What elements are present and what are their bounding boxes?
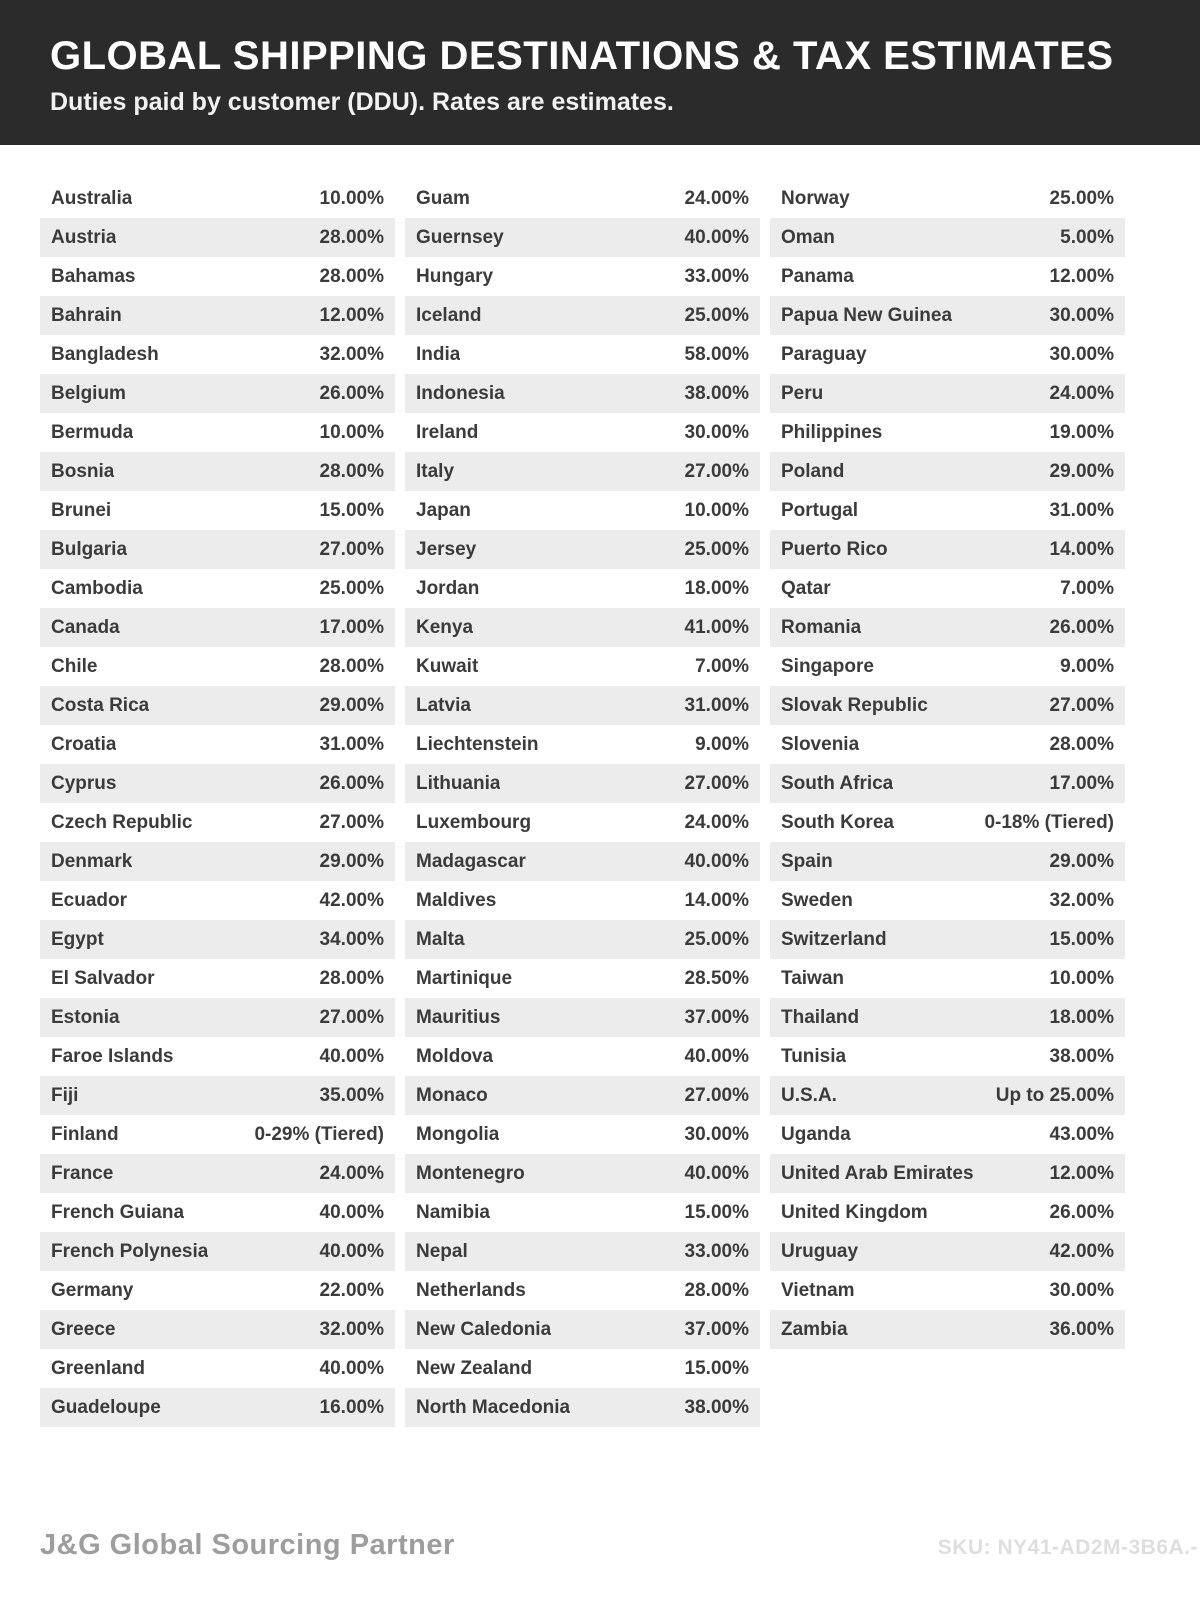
- rate-value: 10.00%: [319, 421, 384, 443]
- table-row: [40, 1193, 395, 1232]
- table-row: [405, 335, 760, 374]
- table-row: [40, 1115, 395, 1154]
- table-row: [770, 764, 1125, 803]
- rate-value: 27.00%: [684, 772, 749, 794]
- rate-value: 28.00%: [684, 1279, 749, 1301]
- rate-value: 31.00%: [684, 694, 749, 716]
- country-label: Chile: [51, 655, 98, 677]
- rate-value: 28.00%: [1049, 733, 1114, 755]
- rate-value: 32.00%: [319, 343, 384, 365]
- rate-value: 26.00%: [1049, 1201, 1114, 1223]
- rate-value: 7.00%: [695, 655, 749, 677]
- table-row: [40, 296, 395, 335]
- country-label: Mongolia: [416, 1123, 500, 1145]
- rate-value: 27.00%: [319, 538, 384, 560]
- country-label: Jordan: [416, 577, 480, 599]
- rate-value: 22.00%: [319, 1279, 384, 1301]
- table-row: [405, 959, 760, 998]
- rate-value: 14.00%: [1049, 538, 1114, 560]
- page-subtitle: Duties paid by customer (DDU). Rates are estimates.: [50, 88, 674, 116]
- country-label: Switzerland: [781, 928, 887, 950]
- country-label: Italy: [416, 460, 455, 482]
- country-label: Guam: [416, 187, 470, 209]
- rate-value: 31.00%: [1049, 499, 1114, 521]
- rate-value: 28.00%: [319, 967, 384, 989]
- table-column-3: [770, 179, 1125, 1349]
- rate-value: 28.00%: [319, 226, 384, 248]
- country-label: Japan: [416, 499, 471, 521]
- country-label: Costa Rica: [51, 694, 150, 716]
- rate-value: 30.00%: [1049, 1279, 1114, 1301]
- rate-value: 28.50%: [684, 967, 749, 989]
- tax-rate-table: [0, 145, 1200, 1427]
- rate-value: 43.00%: [1049, 1123, 1114, 1145]
- table-row: [770, 257, 1125, 296]
- table-row: [40, 491, 395, 530]
- rate-value: 58.00%: [684, 343, 749, 365]
- table-row: [405, 1037, 760, 1076]
- country-label: Bahamas: [51, 265, 136, 287]
- rate-value: Up to 25.00%: [995, 1084, 1114, 1106]
- rate-value: 15.00%: [684, 1201, 749, 1223]
- country-label: Papua New Guinea: [781, 304, 953, 326]
- rate-value: 25.00%: [684, 304, 749, 326]
- rate-value: 30.00%: [1049, 304, 1114, 326]
- table-row: [405, 1232, 760, 1271]
- rate-value: 10.00%: [1049, 967, 1114, 989]
- table-row: [405, 569, 760, 608]
- rate-value: 31.00%: [319, 733, 384, 755]
- table-row: [405, 1115, 760, 1154]
- rate-value: 17.00%: [319, 616, 384, 638]
- table-row: [40, 374, 395, 413]
- country-label: Poland: [781, 460, 845, 482]
- table-row: [405, 920, 760, 959]
- table-row: [770, 1271, 1125, 1310]
- rate-value: 26.00%: [1049, 616, 1114, 638]
- country-label: Cyprus: [51, 772, 117, 794]
- rate-value: 40.00%: [319, 1240, 384, 1262]
- rate-value: 29.00%: [319, 850, 384, 872]
- rate-value: 41.00%: [684, 616, 749, 638]
- table-row: [405, 686, 760, 725]
- rate-value: 28.00%: [319, 460, 384, 482]
- table-row: [770, 842, 1125, 881]
- table-row: [40, 1037, 395, 1076]
- rate-value: 38.00%: [1049, 1045, 1114, 1067]
- table-row: [40, 842, 395, 881]
- country-label: Latvia: [416, 694, 471, 716]
- rate-value: 29.00%: [1049, 460, 1114, 482]
- page-header: [0, 0, 1200, 145]
- table-row: [770, 1232, 1125, 1271]
- rate-value: 32.00%: [319, 1318, 384, 1340]
- rate-value: 10.00%: [684, 499, 749, 521]
- country-label: Fiji: [51, 1084, 79, 1106]
- table-row: [405, 1271, 760, 1310]
- country-label: Paraguay: [781, 343, 867, 365]
- country-label: France: [51, 1162, 114, 1184]
- rate-value: 12.00%: [1049, 1162, 1114, 1184]
- brand-name: J&G Global Sourcing Partner: [40, 1529, 455, 1561]
- rate-value: 18.00%: [1049, 1006, 1114, 1028]
- table-row: [770, 374, 1125, 413]
- table-row: [405, 530, 760, 569]
- country-label: Uganda: [781, 1123, 851, 1145]
- country-label: Madagascar: [416, 850, 526, 872]
- rate-value: 25.00%: [684, 538, 749, 560]
- country-label: Tunisia: [781, 1045, 847, 1067]
- country-label: Ecuador: [51, 889, 128, 911]
- country-label: New Caledonia: [416, 1318, 552, 1340]
- table-row: [40, 1349, 395, 1388]
- country-label: Montenegro: [416, 1162, 525, 1184]
- table-row: [40, 647, 395, 686]
- country-label: Liechtenstein: [416, 733, 539, 755]
- country-label: Malta: [416, 928, 465, 950]
- country-label: India: [416, 343, 461, 365]
- rate-value: 27.00%: [319, 811, 384, 833]
- rate-value: 19.00%: [1049, 421, 1114, 443]
- rate-value: 40.00%: [684, 226, 749, 248]
- table-row: [40, 764, 395, 803]
- table-row: [40, 179, 395, 218]
- country-label: Spain: [781, 850, 833, 872]
- rate-value: 7.00%: [1060, 577, 1114, 599]
- table-row: [40, 218, 395, 257]
- table-column-2: [405, 179, 760, 1427]
- country-label: Oman: [781, 226, 835, 248]
- table-row: [405, 491, 760, 530]
- rate-value: 34.00%: [319, 928, 384, 950]
- country-label: U.S.A.: [781, 1084, 837, 1106]
- country-label: Iceland: [416, 304, 482, 326]
- table-row: [405, 1193, 760, 1232]
- table-row: [405, 647, 760, 686]
- country-label: Bulgaria: [51, 538, 128, 560]
- country-label: Guernsey: [416, 226, 504, 248]
- table-row: [405, 179, 760, 218]
- rate-value: 35.00%: [319, 1084, 384, 1106]
- table-row: [40, 1271, 395, 1310]
- table-row: [40, 530, 395, 569]
- country-label: Panama: [781, 265, 854, 287]
- rate-value: 16.00%: [319, 1396, 384, 1418]
- country-label: Lithuania: [416, 772, 501, 794]
- rate-value: 25.00%: [319, 577, 384, 599]
- country-label: Uruguay: [781, 1240, 859, 1262]
- table-row: [405, 725, 760, 764]
- rate-value: 28.00%: [319, 265, 384, 287]
- table-row: [770, 296, 1125, 335]
- table-row: [770, 1310, 1125, 1349]
- rate-value: 27.00%: [684, 460, 749, 482]
- country-label: Philippines: [781, 421, 883, 443]
- table-row: [770, 998, 1125, 1037]
- table-row: [40, 257, 395, 296]
- country-label: Czech Republic: [51, 811, 193, 833]
- table-row: [405, 998, 760, 1037]
- country-label: Ireland: [416, 421, 479, 443]
- table-row: [770, 569, 1125, 608]
- rate-value: 27.00%: [319, 1006, 384, 1028]
- country-label: Taiwan: [781, 967, 844, 989]
- country-label: Netherlands: [416, 1279, 526, 1301]
- country-label: Austria: [51, 226, 117, 248]
- table-row: [770, 686, 1125, 725]
- table-row: [770, 452, 1125, 491]
- rate-value: 40.00%: [684, 850, 749, 872]
- page-title: GLOBAL SHIPPING DESTINATIONS & TAX ESTIMATES: [50, 34, 1114, 78]
- country-label: Greece: [51, 1318, 116, 1340]
- country-label: Romania: [781, 616, 862, 638]
- table-row: [770, 1154, 1125, 1193]
- rate-value: 24.00%: [684, 811, 749, 833]
- rate-value: 30.00%: [684, 421, 749, 443]
- table-row: [405, 374, 760, 413]
- table-row: [405, 764, 760, 803]
- country-label: Luxembourg: [416, 811, 532, 833]
- table-row: [40, 569, 395, 608]
- rate-value: 40.00%: [684, 1045, 749, 1067]
- rate-value: 30.00%: [1049, 343, 1114, 365]
- rate-value: 0-29% (Tiered): [254, 1123, 384, 1145]
- table-row: [770, 881, 1125, 920]
- table-row: [770, 608, 1125, 647]
- country-label: Faroe Islands: [51, 1045, 174, 1067]
- country-label: Bermuda: [51, 421, 134, 443]
- table-row: [770, 725, 1125, 764]
- table-row: [770, 530, 1125, 569]
- rate-value: 38.00%: [684, 1396, 749, 1418]
- table-row: [770, 803, 1125, 842]
- country-label: Croatia: [51, 733, 117, 755]
- rate-value: 15.00%: [1049, 928, 1114, 950]
- country-label: United Arab Emirates: [781, 1162, 974, 1184]
- country-label: Greenland: [51, 1357, 145, 1379]
- country-label: United Kingdom: [781, 1201, 928, 1223]
- table-row: [405, 413, 760, 452]
- rate-value: 26.00%: [319, 772, 384, 794]
- table-row: [405, 257, 760, 296]
- table-row: [405, 296, 760, 335]
- country-label: Indonesia: [416, 382, 505, 404]
- table-row: [405, 1154, 760, 1193]
- country-label: Cambodia: [51, 577, 143, 599]
- table-row: [770, 1193, 1125, 1232]
- country-label: Australia: [51, 187, 133, 209]
- country-label: New Zealand: [416, 1357, 533, 1379]
- rate-value: 24.00%: [684, 187, 749, 209]
- country-label: Germany: [51, 1279, 134, 1301]
- country-label: El Salvador: [51, 967, 155, 989]
- table-column-1: [40, 179, 395, 1427]
- table-row: [40, 920, 395, 959]
- rate-value: 5.00%: [1060, 226, 1114, 248]
- table-row: [770, 335, 1125, 374]
- rate-value: 40.00%: [319, 1201, 384, 1223]
- table-row: [405, 452, 760, 491]
- country-label: South Africa: [781, 772, 894, 794]
- country-label: Slovak Republic: [781, 694, 928, 716]
- country-label: North Macedonia: [416, 1396, 571, 1418]
- country-label: Peru: [781, 382, 824, 404]
- rate-value: 12.00%: [319, 304, 384, 326]
- country-label: Moldova: [416, 1045, 494, 1067]
- rate-value: 14.00%: [684, 889, 749, 911]
- country-label: Denmark: [51, 850, 133, 872]
- table-row: [405, 1388, 760, 1427]
- table-row: [770, 491, 1125, 530]
- rate-value: 28.00%: [319, 655, 384, 677]
- rate-value: 38.00%: [684, 382, 749, 404]
- country-label: Belgium: [51, 382, 126, 404]
- country-label: Maldives: [416, 889, 497, 911]
- rate-value: 27.00%: [684, 1084, 749, 1106]
- country-label: Norway: [781, 187, 850, 209]
- rate-value: 12.00%: [1049, 265, 1114, 287]
- table-row: [40, 1310, 395, 1349]
- country-label: Nepal: [416, 1240, 468, 1262]
- rate-value: 42.00%: [319, 889, 384, 911]
- country-label: French Polynesia: [51, 1240, 209, 1262]
- rate-value: 27.00%: [1049, 694, 1114, 716]
- table-row: [770, 920, 1125, 959]
- table-row: [770, 959, 1125, 998]
- rate-value: 33.00%: [684, 1240, 749, 1262]
- sku-label: SKU: NY41-AD2M-3B6A.-: [937, 1536, 1198, 1559]
- rate-value: 36.00%: [1049, 1318, 1114, 1340]
- rate-value: 24.00%: [1049, 382, 1114, 404]
- country-label: Guadeloupe: [51, 1396, 161, 1418]
- rate-value: 25.00%: [684, 928, 749, 950]
- rate-value: 15.00%: [684, 1357, 749, 1379]
- country-label: French Guiana: [51, 1201, 185, 1223]
- country-label: Bosnia: [51, 460, 115, 482]
- table-row: [770, 1037, 1125, 1076]
- rate-value: 30.00%: [684, 1123, 749, 1145]
- country-label: Singapore: [781, 655, 874, 677]
- rate-value: 25.00%: [1049, 187, 1114, 209]
- table-row: [770, 1115, 1125, 1154]
- country-label: Bangladesh: [51, 343, 159, 365]
- table-row: [40, 803, 395, 842]
- table-row: [40, 1076, 395, 1115]
- page-footer: [0, 1529, 1200, 1562]
- country-label: Kuwait: [416, 655, 479, 677]
- country-label: South Korea: [781, 811, 894, 833]
- country-label: Egypt: [51, 928, 104, 950]
- table-row: [40, 725, 395, 764]
- rate-value: 40.00%: [684, 1162, 749, 1184]
- table-row: [40, 608, 395, 647]
- rate-value: 29.00%: [319, 694, 384, 716]
- table-row: [405, 881, 760, 920]
- table-row: [40, 881, 395, 920]
- table-row: [40, 413, 395, 452]
- country-label: Martinique: [416, 967, 513, 989]
- rate-value: 33.00%: [684, 265, 749, 287]
- rate-value: 42.00%: [1049, 1240, 1114, 1262]
- rate-value: 32.00%: [1049, 889, 1114, 911]
- table-row: [40, 686, 395, 725]
- table-row: [770, 1076, 1125, 1115]
- table-row: [405, 1310, 760, 1349]
- rate-value: 10.00%: [319, 187, 384, 209]
- country-label: Zambia: [781, 1318, 848, 1340]
- country-label: Bahrain: [51, 304, 122, 326]
- rate-value: 37.00%: [684, 1006, 749, 1028]
- table-row: [405, 1349, 760, 1388]
- country-label: Namibia: [416, 1201, 490, 1223]
- country-label: Kenya: [416, 616, 474, 638]
- country-label: Brunei: [51, 499, 112, 521]
- table-row: [40, 1154, 395, 1193]
- rate-value: 29.00%: [1049, 850, 1114, 872]
- table-row: [40, 959, 395, 998]
- rate-value: 40.00%: [319, 1357, 384, 1379]
- table-row: [770, 179, 1125, 218]
- rate-value: 18.00%: [684, 577, 749, 599]
- rate-value: 26.00%: [319, 382, 384, 404]
- country-label: Sweden: [781, 889, 853, 911]
- country-label: Monaco: [416, 1084, 488, 1106]
- table-row: [405, 803, 760, 842]
- country-label: Finland: [51, 1123, 119, 1145]
- country-label: Qatar: [781, 577, 831, 599]
- rate-value: 37.00%: [684, 1318, 749, 1340]
- table-row: [405, 842, 760, 881]
- country-label: Estonia: [51, 1006, 120, 1028]
- country-label: Vietnam: [781, 1279, 855, 1301]
- table-row: [405, 218, 760, 257]
- table-row: [40, 335, 395, 374]
- rate-value: 15.00%: [319, 499, 384, 521]
- table-row: [405, 1076, 760, 1115]
- table-row: [770, 413, 1125, 452]
- table-row: [770, 218, 1125, 257]
- rate-value: 17.00%: [1049, 772, 1114, 794]
- country-label: Portugal: [781, 499, 859, 521]
- table-row: [40, 1388, 395, 1427]
- country-label: Canada: [51, 616, 120, 638]
- rate-value: 9.00%: [695, 733, 749, 755]
- rate-value: 24.00%: [319, 1162, 384, 1184]
- country-label: Jersey: [416, 538, 477, 560]
- table-row: [770, 647, 1125, 686]
- rate-value: 9.00%: [1060, 655, 1114, 677]
- rate-value: 0-18% (Tiered): [984, 811, 1114, 833]
- country-label: Slovenia: [781, 733, 860, 755]
- rate-value: 40.00%: [319, 1045, 384, 1067]
- table-row: [40, 1232, 395, 1271]
- country-label: Puerto Rico: [781, 538, 888, 560]
- table-row: [40, 452, 395, 491]
- country-label: Mauritius: [416, 1006, 501, 1028]
- country-label: Thailand: [781, 1006, 860, 1028]
- table-row: [40, 998, 395, 1037]
- table-row: [405, 608, 760, 647]
- country-label: Hungary: [416, 265, 494, 287]
